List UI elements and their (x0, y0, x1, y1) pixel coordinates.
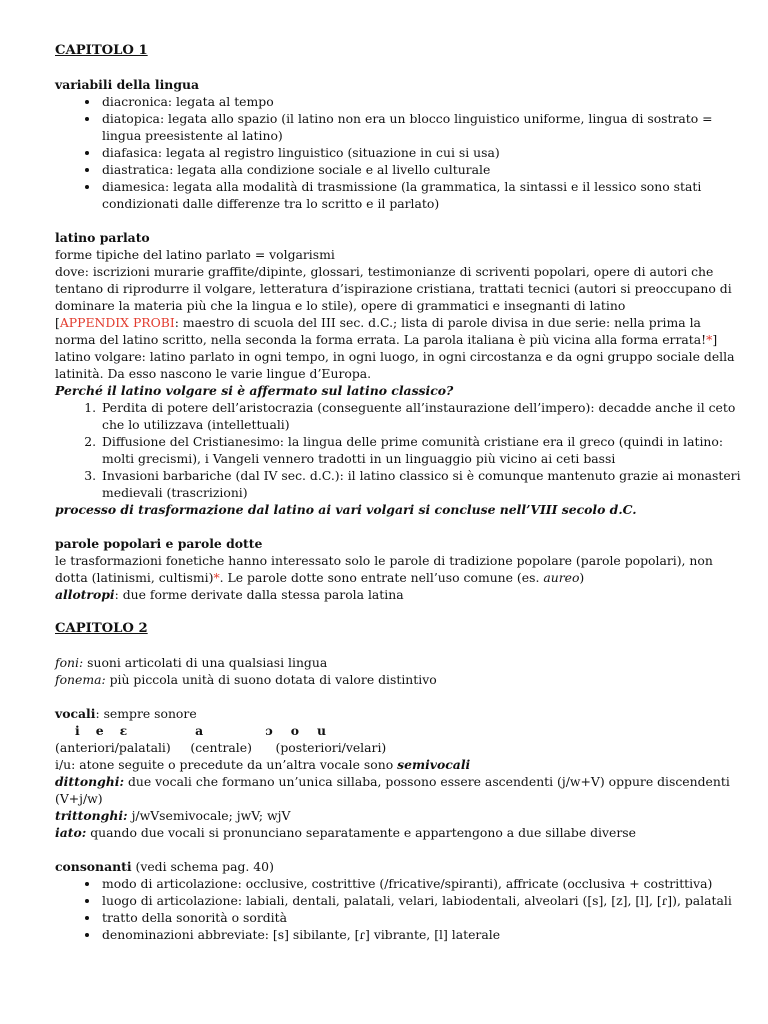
semivocali-line: i/u: atone seguite o precedute da un’altra vocale sono semivocali (55, 757, 471, 772)
paragraph-volgarismi: forme tipiche del latino parlato = volgarismi (55, 247, 335, 262)
list-item: • diastratica: legata alla condizione sociale e al livello culturale (100, 161, 745, 178)
paragraph-appendix: [APPENDIX PROBI: maestro di scuola del III sec. d.C.; lista di parole divisa in due serie: nella prima la norma del latino scritto, nella seconda la forma errata. La parola italiana è più vicina alla forma errata!*] (55, 315, 718, 347)
vocali-line: vocali: sempre sonore (55, 706, 197, 721)
list-item: • diacronica: legata al tempo (100, 93, 745, 110)
appendix-probi-label: APPENDIX PROBI (59, 315, 175, 330)
list-item: • luogo di articolazione: labiali, dentali, palatali, velari, labiodentali, alveolari ([s], [z], [l], [ɾ]), palatali (100, 892, 745, 909)
ipa-vowel: ɛ (119, 723, 128, 738)
ipa-vowel: u (317, 723, 327, 738)
definition-dittonghi: dittonghi: due vocali che formano un’unica sillaba, possono essere ascendenti (j/w+V) oppure discendenti (V+j/w) (55, 774, 730, 806)
ipa-vowel: e (95, 723, 104, 738)
list-item: • modo di articolazione: occlusive, costrittive (/fricative/spiranti), affricate (occlusiva + costrittiva) (100, 875, 745, 892)
ipa-vowel: i (75, 723, 80, 738)
document-page (55, 42, 745, 943)
asterisk-mark: * (706, 332, 713, 347)
section-variabili-heading: variabili della lingua (55, 77, 200, 92)
vowel-groups: (anteriori/palatali) (centrale) (posteriori/velari) (55, 740, 387, 755)
paragraph-dove: dove: iscrizioni murarie graffite/dipinte, glossari, testimonianze di scriventi popolari, opere di autori che tentano di riprodurre il volgare, letteratura d’ispirazione cristiana, trattati tecnici (autori si preoccupano di dominare la materia più che la lingua e lo stile), opere di grammatici e insegnanti di latino (55, 264, 732, 313)
list-item: • denominazioni abbreviate: [s] sibilante, [ɾ] vibrante, [l] laterale (100, 926, 745, 943)
list-item: 1. Perdita di potere dell’aristocrazia (conseguente all’instaurazione dell’impero): decadde anche il ceto che lo utilizzava (intellettuali) (100, 399, 745, 433)
chapter-1-title: CAPITOLO 1 (55, 43, 148, 58)
reasons-list (55, 399, 745, 501)
list-item: • diamesica: legata alla modalità di trasmissione (la grammatica, la sintassi e il lessico sono stati condizionati dalle differenze tra lo scritto e il parlato) (100, 178, 745, 212)
consonanti-line: consonanti (vedi schema pag. 40) (55, 859, 274, 874)
list-item: • diatopica: legata allo spazio (il latino non era un blocco linguistico uniforme, lingua di sostrato = lingua preesistente al latino) (100, 110, 745, 144)
list-item: 2. Diffusione del Cristianesimo: la lingua delle prime comunità cristiane era il greco (quindi in latino: molti grecismi), i Vangeli vennero tradotti in un linguaggio più vicino ai ceti bassi (100, 433, 745, 467)
definition-fonema: fonema: più piccola unità di suono dotata di valore distintivo (55, 672, 437, 687)
asterisk-mark: * (213, 570, 220, 585)
list-item: • tratto della sonorità o sordità (100, 909, 745, 926)
section-latino-parlato-heading: latino parlato (55, 230, 150, 245)
variabili-list (55, 93, 745, 212)
consonanti-list (55, 875, 745, 943)
definition-foni: foni: suoni articolati di una qualsiasi lingua (55, 655, 328, 670)
ipa-vowel: a (195, 723, 204, 738)
list-item: • diafasica: legata al registro linguistico (situazione in cui si usa) (100, 144, 745, 161)
definition-iato: iato: quando due vocali si pronunciano separatamente e appartengono a due sillabe diverse (55, 825, 636, 840)
question-heading: Perché il latino volgare si è affermato sul latino classico? (55, 383, 454, 398)
paragraph-latino-volgare: latino volgare: latino parlato in ogni tempo, in ogni luogo, in ogni circostanza e da ogni gruppo sociale della latinità. Da esso nascono le varie lingue d’Europa. (55, 349, 735, 381)
section-parole-dotte-heading: parole popolari e parole dotte (55, 536, 263, 551)
ipa-vowels (55, 722, 745, 739)
processo-statement: processo di trasformazione dal latino ai vari volgari si concluse nell’VIII secolo d.C. (55, 502, 637, 517)
list-item: 3. Invasioni barbariche (dal IV sec. d.C.): il latino classico si è comunque mantenuto grazie ai monasteri medievali (trascrizioni) (100, 467, 745, 501)
ipa-vowel: ɔ (265, 723, 273, 738)
ipa-vowel: o (290, 723, 299, 738)
paragraph-trasformazioni: le trasformazioni fonetiche hanno interessato solo le parole di tradizione popolare (parole popolari), non dotta (latinismi, cultismi)*. Le parole dotte sono entrate nell’uso comune (es. aureo) (55, 553, 713, 585)
chapter-2-title: CAPITOLO 2 (55, 621, 148, 636)
definition-trittonghi: trittonghi: j/wVsemivocale; jwV; wjV (55, 808, 291, 823)
paragraph-allotropi: allotropi: due forme derivate dalla stessa parola latina (55, 587, 404, 602)
